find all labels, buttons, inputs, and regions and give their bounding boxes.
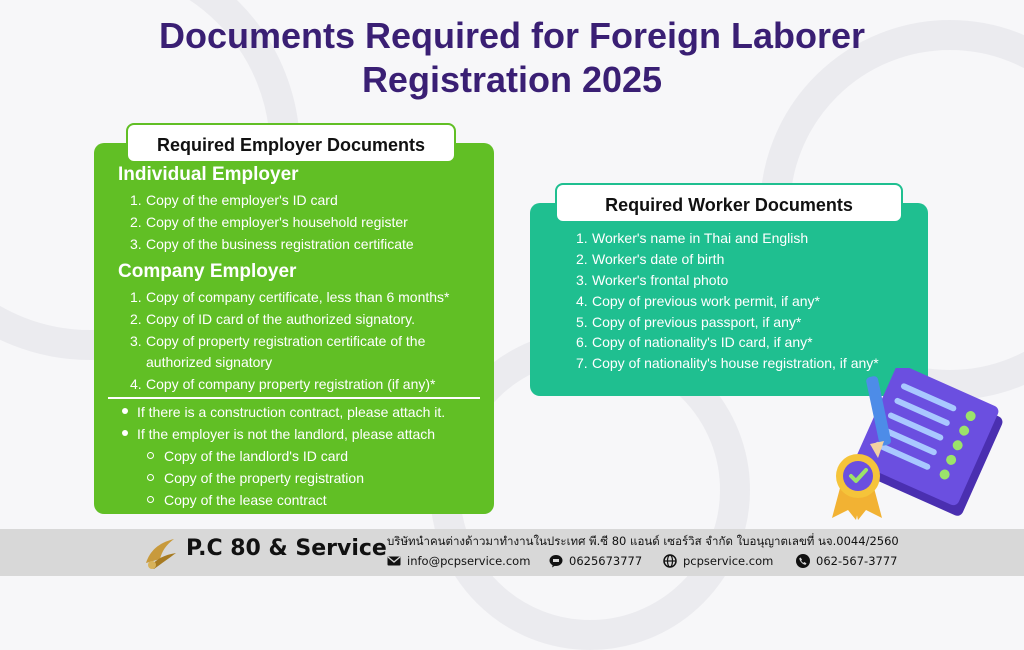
company-item-4: 4. Copy of company property registration (if any)* — [130, 376, 436, 392]
hollow-bullet-icon — [147, 452, 154, 459]
individual-item-1: 1. Copy of the employer's ID card — [130, 192, 338, 208]
company-item-2: 2. Copy of ID card of the authorized signatory. — [130, 311, 415, 327]
individual-item-3: 3. Copy of the business registration certificate — [130, 236, 414, 252]
worker-documents-tab: Required Worker Documents — [555, 183, 903, 223]
hollow-bullet-icon — [147, 474, 154, 481]
employer-documents-tab: Required Employer Documents — [126, 123, 456, 163]
company-license-line: บริษัทนำคนต่างด้าวมาทำงานในประเทศ พี.ซี 80 แอนด์ เซอร์วิส จำกัด ใบอนุญาตเลขที่ นจ.0044/2560 — [387, 534, 899, 548]
worker-item-7: 7. Copy of nationality's house registration, if any* — [576, 355, 879, 371]
footer-phone[interactable]: 062-567-3777 — [796, 553, 897, 569]
worker-item-2: 2. Worker's date of birth — [576, 251, 725, 267]
note-not-landlord: If the employer is not the landlord, please attach — [122, 424, 435, 445]
company-employer-heading: Company Employer — [118, 261, 297, 282]
note-construction-contract: If there is a construction contract, please attach it. — [122, 402, 445, 423]
email-icon — [387, 554, 401, 568]
page-title — [0, 14, 1024, 102]
subnote-lease-contract: Copy of the lease contract — [147, 490, 327, 511]
bullet-icon — [122, 408, 128, 414]
bullet-icon — [122, 430, 128, 436]
page-title-line-2: Registration 2025 — [361, 59, 663, 100]
individual-employer-heading: Individual Employer — [118, 164, 299, 185]
subnote-property-registration: Copy of the property registration — [147, 468, 364, 489]
worker-item-3: 3. Worker's frontal photo — [576, 272, 729, 288]
globe-icon — [663, 554, 677, 568]
footer-line-id[interactable]: 0625673777 — [549, 553, 642, 569]
worker-item-4: 4. Copy of previous work permit, if any* — [576, 293, 820, 309]
company-item-3: 3. Copy of property registration certificate of the — [130, 333, 426, 349]
company-item-1: 1. Copy of company certificate, less than 6 months* — [130, 289, 450, 305]
page-title-line-1: Documents Required for Foreign Laborer — [158, 15, 866, 56]
section-divider — [108, 397, 480, 399]
worker-item-1: 1. Worker's name in Thai and English — [576, 230, 809, 246]
hollow-bullet-icon — [147, 496, 154, 503]
phone-icon — [796, 554, 810, 568]
worker-item-6: 6. Copy of nationality's ID card, if any* — [576, 334, 813, 350]
company-logo-icon — [140, 533, 180, 573]
award-badge-icon — [832, 454, 882, 520]
worker-item-5: 5. Copy of previous passport, if any* — [576, 314, 802, 330]
subnote-landlord-id: Copy of the landlord's ID card — [147, 446, 348, 467]
company-item-3-continued: authorized signatory — [146, 354, 273, 370]
checklist-document-illustration — [818, 368, 1018, 528]
footer-email[interactable]: info@pcpservice.com — [387, 553, 530, 569]
brand-name: P.C 80 & Service — [186, 536, 387, 561]
individual-item-2: 2. Copy of the employer's household register — [130, 214, 408, 230]
line-chat-icon — [549, 554, 563, 568]
footer-website[interactable]: pcpservice.com — [663, 553, 773, 569]
